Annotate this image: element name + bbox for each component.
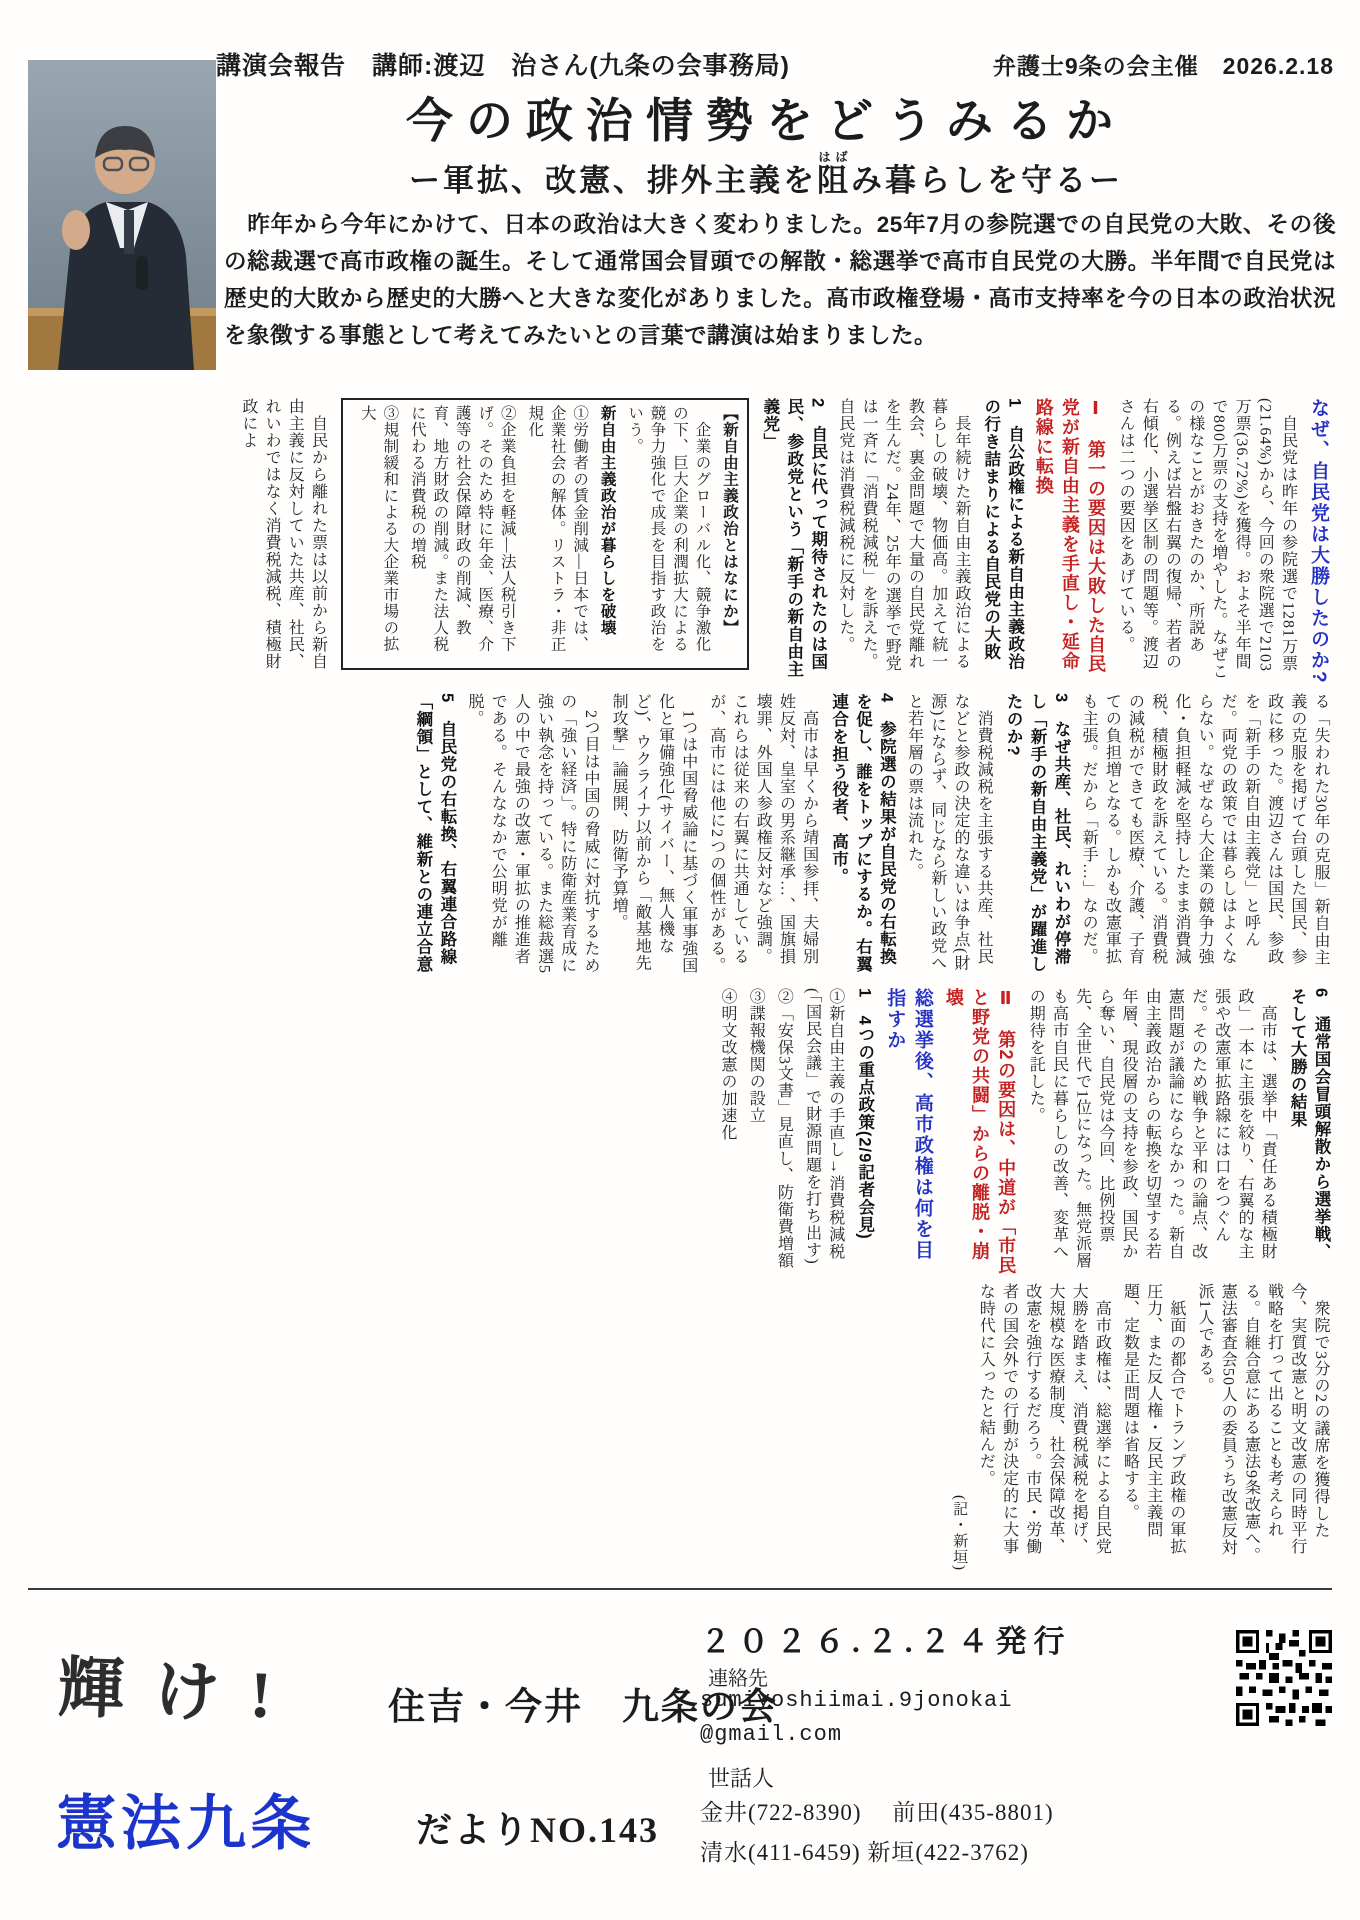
section-heading-red: Ⅰ 第一の要因は大敗した自民党が新自由主義を手直し・延命路線に転換 — [1033, 398, 1106, 674]
subsection-heading: 1 4つの重点政策(2/9記者会見) — [855, 988, 874, 1240]
author-credit: (記・新垣) — [951, 1495, 968, 1571]
subtitle-ruby-base: 阻 — [817, 163, 851, 198]
subsection-heading: 3 なぜ共産、社民、れいわが停滞し「新手の新自由主義党」が躍進したのか? — [1004, 693, 1070, 973]
publish-date: ２０２６.２.２４発行 — [700, 1624, 1072, 1659]
subsection-heading: 6 通常国会冒頭解散から選挙戦、そして大勝の結果 — [1288, 988, 1330, 1261]
body-paragraph: 消費税減税を主張する共産、社民などと参政の決定的な違いは争点(財源)にならず、同じなら新しい政党へと若年層の票は流れた。 — [905, 693, 993, 972]
subsection-heading: 5 自民党の右転換、右翼連合路線「綱領」として、維新との連立合意 — [413, 693, 456, 973]
subtitle-pre: ー軍拡、改憲、排外主義を — [409, 163, 817, 198]
body-paragraph: ②「安保3文書」見直し、防衛費増額 — [775, 988, 793, 1269]
body-paragraph: ②企業負担を軽減―法人税引き下げ。そのため特に年金、医療、介護等の社会保障財政の削減、教育、地方財政の削減。また法人税に代わる消費税の増税 — [408, 405, 516, 653]
body-paragraph: 紙面の都合でトランプ政権の軍拡圧力、また反人権・反民主主義問題、定数是正問題は省略する。 — [1121, 1283, 1185, 1555]
body-paragraph: 高市は、選挙中「責任ある積極財政」一本に主張を絞り、右翼的な主張や改憲軍拡路線には口をつぐんだ。そのため戦争と平和の論点、改憲問題が議論にならなかった。新自由主義政治からの転換を切望する若年層、現役層の支持を参政、国民から奪い、自民党は今回、比例投票先、全世代で1位になった。無党派層も高市自民に暮らしの改善、変革への期待を託した。 — [1027, 988, 1277, 1269]
contact-email-line2: @gmail.com — [700, 1722, 843, 1747]
body-paragraph: ③規制緩和による大企業市場の拡大 — [358, 405, 399, 653]
section-heading-blue: なぜ、自民党は大勝したのか? — [1308, 398, 1329, 685]
subsection-heading: 4 参院選の結果が自民党の右転換を促し、誰をトップにするか。右翼連合を担う役者、高市。 — [829, 693, 896, 973]
body-paragraph: 長年続けた新自由主義政治による暮らしの破壊、物価高。加えて統一教会、裏金問題で大量の自民党離れを生んだ。24年、25年の選挙で野党は一斉に「消費税減税」を訴えた。自民党は消費税減税に反対した。 — [836, 398, 970, 672]
qr-code — [1236, 1630, 1332, 1726]
article-band-2 — [28, 693, 1332, 981]
body-paragraph: 自民党は昨年の参院選で1281万票(21.64%)から、今回の衆院選で2103万票(36.72%)を獲得。およそ半年間で800万票の支持を増やした。なぜこの様なことがおきたのか、所説ある。例えば岩盤右翼の復帰、若者の右傾化、小選挙区制の問題等。渡辺さんは二つの要因をあげている。 — [1117, 398, 1297, 680]
report-label: 講演会報告 講師:渡辺 治さん(九条の会事務局) — [216, 52, 790, 80]
section-heading-red: Ⅱ 第2の要因は、中道が「市民と野党の共闘」からの離脱・崩壊 — [943, 988, 1017, 1276]
contact-phones-line1: 金井(722-8390) 前田(435-8801) — [700, 1800, 1054, 1825]
subtitle-ruby — [817, 150, 851, 198]
section-heading-blue: 総選挙後、高市政権は何を目指すか — [884, 988, 933, 1261]
body-paragraph: 高市政権は、総選挙による自民党大勝を踏まえ、消費税減税を掲げ、大規模な医療制度、社会保障改革、改憲を強行するだろう。市民・労働者の国会外での行動が決定的に大事な時代に入ったと結んだ。 — [977, 1283, 1111, 1555]
masthead-kenpo9: 憲法九条 — [56, 1790, 316, 1857]
body-paragraph: ①労働者の賃金削減―日本では、企業社会の解体。リストラ・非正規化 — [526, 405, 589, 653]
subsection-heading: 1 自公政権による新自由主義政治の行き詰まりによる自民党の大敗 — [981, 398, 1024, 671]
subsection-heading: 2 自民に代って期待されたのは国民、参政党という「新手の新自由主義党」 — [760, 398, 827, 678]
contact-label: 連絡先 — [708, 1668, 768, 1690]
contact-phones-line2: 清水(411-6459) 新垣(422-3762) — [700, 1840, 1029, 1865]
masthead-slogan: 輝け! — [56, 1651, 303, 1734]
article-body — [28, 398, 1332, 1578]
body-paragraph: ④明文改憲の加速化 — [719, 988, 737, 1141]
article-band-4 — [28, 1283, 1332, 1571]
body-paragraph: 1つは中国脅威論に基づく軍事強国化と軍備強化(サイバー、無人機など)、ウクライナ以前から「敵基地先制攻撃」論展開、防衛予算増。 — [610, 693, 697, 974]
issue-number: だよりNO.143 — [416, 1810, 660, 1850]
header-line — [216, 46, 1334, 82]
intro-paragraph: 昨年から今年にかけて、日本の政治は大きく変わりました。25年7月の参院選での自民党の大敗、その後の総裁選で高市政権の誕生。そして通常国会冒頭での解散・総選挙で高市自民党の大勝。半年間で自民党は歴史的大敗から歴史的大勝へと大きな変化がありました。高市政権登場・高市支持率を今の日本の政治状況を象徴する事態として考えてみたいとの言葉で講演は始まりました。 — [224, 212, 1336, 348]
caretakers-label: 世話人 — [708, 1766, 775, 1791]
body-paragraph: ①新自由主義の手直し→消費税減税(「国民会議」で財源問題を打ち出す) — [803, 988, 844, 1265]
host-date-label: 弁護士9条の会主催 2026.2.18 — [992, 53, 1334, 79]
contact-email-line1: sumiyoshiimai.9jonokai — [700, 1688, 1013, 1713]
speaker-photo — [28, 60, 216, 370]
article-band-1 — [28, 398, 1332, 686]
body-paragraph: 2つ目は中国の脅威に対抗するための「強い経済」。特に防衛産業育成に強い執念を持っている。また総裁選5人の中で最強の改憲・軍拡の推進者である。そんななかで公明党が離脱。 — [466, 693, 599, 974]
footer — [28, 1588, 1332, 1908]
page-title: 今の政治情勢をどうみるか — [406, 94, 1126, 147]
subtitle-post: み暮らしを守るー — [851, 163, 1123, 198]
body-paragraph: 高市は早くから靖国参拝、夫婦別姓反対、皇室の男系継承…、国旗損壊罪、外国人参政権反対など強調。これらは従来の右翼に共通しているが、高市には他に2つの個性がある。 — [707, 693, 818, 974]
sidebar-box — [341, 398, 749, 670]
subsection-heading: 新自由主義政治が暮らしを破壊 — [598, 405, 616, 636]
sidebar-box-title: 【新自由主義政治とはなにか】 — [720, 405, 738, 636]
body-paragraph: 自民から離れた票は以前から新自由主義に反対していた共産、社民、れいわではなく消費税減税、積極財政によ — [239, 398, 327, 670]
page-subtitle — [216, 150, 1316, 200]
body-paragraph: 企業のグローバル化、競争激化の下、巨大企業の利潤拡大による競争力強化で成長を目指す政治をいう。 — [626, 405, 711, 653]
body-paragraph: る「失われた30年の克服」新自由主義の克服を掲げて台頭した国民、参政に移った。渡辺さんは国民、参政を「新手の新自由主義党」と呼んだ。両党の政策では暮らしはよくならない。なぜなら大企業の競争力強化・負担軽減を堅持したまま消費減税、積極財政を訴えている。消費税の減税ができても医療、介護、子育ての負担増となる。しかも改憲軍拡も主張。だから「新手…」なのだ。 — [1080, 693, 1329, 966]
body-paragraph: ③諜報機関の設立 — [747, 988, 765, 1124]
body-paragraph: 衆院で3分の2の議席を獲得した今、実質改憲と明文改憲の同時平行戦略を打って出ることも考えられる。自維合意にある憲法9条改憲へ。憲法審査会50人の委員うち改憲反対派1人である。 — [1196, 1283, 1329, 1564]
subtitle-ruby-text: はば — [817, 150, 851, 164]
organization-name: 住吉・今井 九条の会 — [388, 1686, 778, 1727]
article-band-3 — [28, 988, 1332, 1276]
